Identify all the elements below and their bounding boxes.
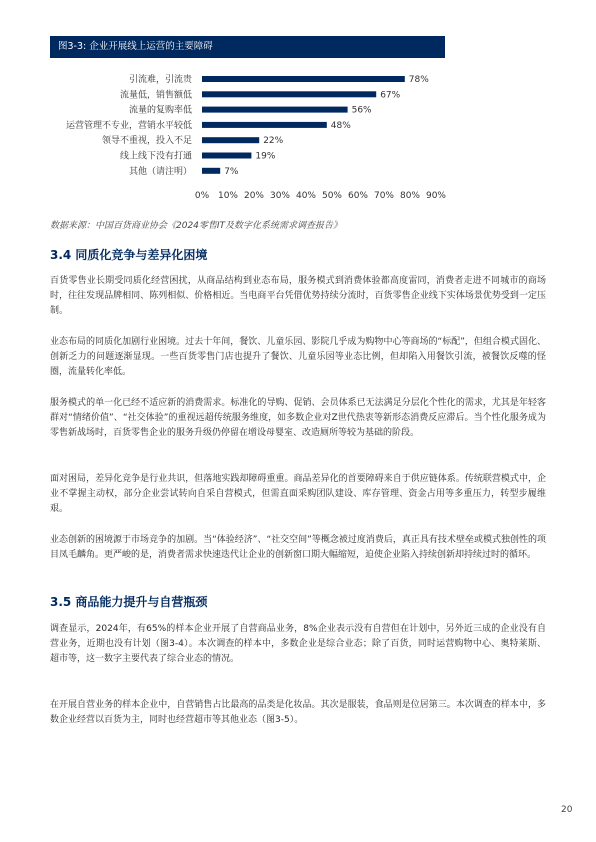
x-tick-label: 10% xyxy=(217,191,239,201)
bar-chart xyxy=(0,62,596,208)
section-title-3-5: 3.5 商品能力提升与自营瓶颈 xyxy=(50,595,208,609)
category-label: 领导不重视，投入不足 xyxy=(101,136,192,147)
x-tick-label: 0% xyxy=(194,191,210,201)
paragraph: 面对困局，差异化竞争是行业共识，但落地实践却障碍重重。商品差异化的首要障碍来自于供应链体系。传统联营模式中，企业不掌握主动权，部分企业尝试转向自采自营模式，但需直面采购团队建设、库存管理、资金占用等多重压力，转型步履维艰。 xyxy=(50,474,546,514)
category-label: 引流难，引流贵 xyxy=(128,75,192,85)
x-tick-label: 80% xyxy=(399,191,421,201)
paragraph: 在开展自营业务的样本企业中，自营销售占比最高的品类是化妆品。其次是服装，食品则是位居第三。本次调查的样本中，多数企业经营以百货为主，同时也经营超市等其他业态（图3-5）。 xyxy=(50,700,546,725)
x-tick-label: 40% xyxy=(295,191,317,201)
bar xyxy=(202,137,259,143)
value-label: 67% xyxy=(380,90,401,101)
bar xyxy=(202,91,376,97)
category-label: 线上线下没有打通 xyxy=(119,151,192,162)
category-label: 运营管理不专业，营销水平较低 xyxy=(65,120,192,131)
figure-title: 图3-3: 企业开展线上运营的主要障碍 xyxy=(50,36,445,58)
category-label: 其他（请注明） xyxy=(128,166,192,177)
paragraph: 百货零售业长期受同质化经营困扰，从商品结构到业态布局，服务模式到消费体验都高度雷同，消费者走进不同城市的商场时，往往发现品牌相同、陈列相似、价格相近。当电商平台凭借优势持续分流时，百货零售企业线下实体场景优势受到一定压制。 xyxy=(50,276,546,316)
value-label: 7% xyxy=(224,166,239,177)
paragraph: 调查显示，2024年，有65%的样本企业开展了自营商品业务，8%企业表示没有自营但在计划中，另外近三成的企业没有自营业务，近期也没有计划（图3-4）。本次调查的样本中，多数企业是综合业态；除了百货，同时运营购物中心、奥特莱斯、超市等，这一数字主要代表了综合业态的情况。 xyxy=(50,624,546,664)
value-label: 56% xyxy=(351,105,372,116)
paragraph: 业态创新的困境源于市场竞争的加剧。当“体验经济”、“社交空间”等概念被过度消费后，真正具有技术壁垒或模式独创性的项目凤毛麟角。更严峻的是，消费者需求快速迭代让企业的创新窗口期大幅缩短，迫使企业陷入持续创新却持续过时的循环。 xyxy=(50,535,546,560)
value-label: 48% xyxy=(330,120,351,131)
x-tick-label: 60% xyxy=(347,191,369,201)
section-title-3-4: 3.4 同质化竞争与差异化困境 xyxy=(50,248,208,262)
bar xyxy=(202,76,405,82)
paragraph: 业态布局的同质化加剧行业困境。过去十年间，餐饮、儿童乐园、影院几乎成为购物中心等商场的“标配”，但组合模式固化、创新乏力的问题逐渐显现。一些百货零售门店也提升了餐饮、儿童乐园等业态比例，但却陷入用餐饮引流，被餐饮反噬的怪圈，流量转化率低。 xyxy=(50,337,546,377)
page-number: 20 xyxy=(561,805,573,815)
bar xyxy=(202,168,220,174)
bar xyxy=(202,153,251,159)
x-tick-label: 70% xyxy=(373,191,395,201)
paragraph: 服务模式的单一化已经不适应新的消费需求。标准化的导购、促销、会员体系已无法满足分层化个性化的需求，尤其是年轻客群对“情绪价值”、“社交体验”的重视远超传统服务维度，如多数企业对Z世代热衷等新形态消费反应滞后。当个性化服务成为零售新战场时，百货零售企业的服务升级仍停留在增设母婴室、改造厕所等较为基础的阶段。 xyxy=(50,398,546,438)
x-tick-label: 90% xyxy=(425,191,447,201)
bar xyxy=(202,107,348,113)
value-label: 22% xyxy=(263,136,284,147)
value-label: 78% xyxy=(408,75,429,85)
x-tick-label: 50% xyxy=(321,191,343,201)
x-tick-label: 30% xyxy=(269,191,291,201)
category-label: 流量低，销售额低 xyxy=(119,90,192,101)
value-label: 19% xyxy=(255,151,276,162)
data-source: 数据来源：中国百货商业协会《2024零售IT及数字化系统需求调查报告》 xyxy=(50,221,343,231)
category-label: 流量的复购率低 xyxy=(128,105,192,116)
bar xyxy=(202,122,327,128)
x-tick-label: 20% xyxy=(243,191,265,201)
